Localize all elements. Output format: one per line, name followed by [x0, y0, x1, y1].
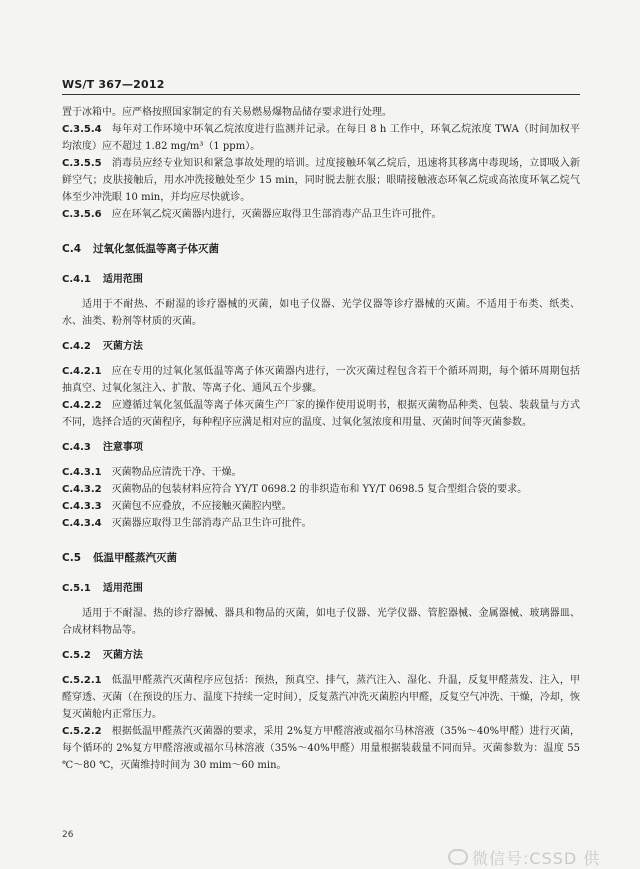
- subsection-title: 灭菌方法: [102, 650, 143, 661]
- clause-c522: [62, 723, 580, 774]
- clause-c521: [62, 672, 580, 723]
- document-body: [62, 104, 580, 774]
- clause-number: C.3.5.4: [62, 124, 102, 135]
- subsection-number: C.4.2: [62, 341, 91, 352]
- clause-number: C.5.2.1: [62, 675, 102, 686]
- subsection-number: C.4.3: [62, 442, 91, 453]
- clause-number: C.5.2.2: [62, 726, 102, 737]
- section-title: 过氧化氢低温等离子体灭菌: [93, 243, 220, 255]
- clause-text: 应在环氧乙烷灭菌器内进行，灭菌器应取得卫生部消毒产品卫生许可批件。: [111, 209, 442, 220]
- subsection-number: C.5.1: [62, 583, 91, 594]
- wechat-icon: [448, 849, 468, 865]
- clause-text: 灭菌物品应清洗干净、干燥。: [111, 467, 242, 478]
- watermark-text: 微信号:CSSD 供: [472, 849, 601, 868]
- paragraph-c354-continued: 置于冰箱中。应严格按照国家制定的有关易燃易爆物品储存要求进行处理。: [62, 107, 392, 118]
- clause-c356: [62, 206, 580, 223]
- clause-text: 消毒员应经专业知识和紧急事故处理的培训。过度接触环氧乙烷后，迅速将其移离中毒现场，立即吸入新鲜空气；皮肤接触后，用水冲洗接触处至少 15 min，同时脱去脏衣服；眼睛接触液态环氧乙烷或高浓度环氧乙烷气体至少冲洗眼 10 min，并均应尽快就诊。: [62, 158, 580, 203]
- subsection-number: C.5.2: [62, 650, 91, 661]
- section-number: C.4: [62, 243, 82, 255]
- paragraph-c51: 适用于不耐湿、热的诊疗器械、器具和物品的灭菌，如电子仪器、光学仪器、管腔器械、金属器械、玻璃器皿、合成材料物品等。: [62, 608, 580, 636]
- clause-text: 灭菌器应取得卫生部消毒产品卫生许可批件。: [111, 518, 312, 529]
- clause-c354: [62, 121, 580, 155]
- subsection-heading-c52: [62, 647, 580, 664]
- section-title: 低温甲醛蒸汽灭菌: [93, 552, 178, 564]
- section-number: C.5: [62, 552, 82, 564]
- subsection-heading-c43: [62, 439, 580, 456]
- subsection-title: 适用范围: [102, 274, 143, 285]
- clause-number: C.4.2.1: [62, 366, 102, 377]
- subsection-heading-c41: [62, 271, 580, 288]
- clause-c431: [62, 464, 580, 481]
- clause-number: C.4.3.4: [62, 518, 102, 529]
- clause-number: C.4.3.1: [62, 467, 102, 478]
- section-heading-c4: [62, 241, 580, 258]
- clause-text: 每年对工作环境中环氧乙烷浓度进行监测并记录。在每日 8 h 工作中，环氧乙烷浓度 TWA（时间加权平均浓度）应不超过 1.82 mg/m³（1 ppm）。: [62, 124, 580, 152]
- subsection-number: C.4.1: [62, 274, 91, 285]
- clause-number: C.4.3.2: [62, 484, 102, 495]
- subsection-heading-c51: [62, 580, 580, 597]
- subsection-title: 适用范围: [102, 583, 143, 594]
- clause-text: 灭菌包不应叠放，不应接触灭菌腔内壁。: [111, 501, 292, 512]
- clause-c422: [62, 397, 580, 431]
- header-rule: [62, 94, 580, 95]
- clause-number: C.4.2.2: [62, 400, 102, 411]
- clause-c433: [62, 498, 580, 515]
- subsection-title: 注意事项: [102, 442, 143, 453]
- clause-text: 应在专用的过氧化氢低温等离子体灭菌器内进行，一次灭菌过程包含若干个循环周期，每个循环周期包括抽真空、过氧化氢注入、扩散、等离子化、通风五个步骤。: [62, 366, 580, 394]
- clause-c355: [62, 155, 580, 206]
- wechat-watermark: [448, 846, 600, 869]
- clause-text: 低温甲醛蒸汽灭菌程序应包括：预热，预真空、排气，蒸汽注入、湿化、升温，反复甲醛蒸发、注入，甲醛穿透、灭菌（在预设的压力、温度下持续一定时间），反复蒸汽冲洗灭菌腔内甲醛，反复空气冲洗、干燥，冷却，恢复灭菌舱内正常压力。: [62, 675, 580, 720]
- subsection-heading-c42: [62, 338, 580, 355]
- page-number: 26: [62, 830, 74, 840]
- section-heading-c5: [62, 550, 580, 567]
- clause-c434: [62, 515, 580, 532]
- clause-number: C.4.3.3: [62, 501, 102, 512]
- clause-c432: [62, 481, 580, 498]
- clause-text: 根据低温甲醛蒸汽灭菌器的要求，采用 2%复方甲醛溶液或福尔马林溶液（35%～40%甲醛）进行灭菌，每个循环的 2%复方甲醛溶液或福尔马林溶液（35%～40%甲醛）用量根据装载量不同而异。灭菌参数为：温度 55 ℃～80 ℃，灭菌维持时间为 30 mim～60 min。: [62, 726, 580, 771]
- subsection-title: 灭菌方法: [102, 341, 143, 352]
- clause-text: 灭菌物品的包装材料应符合 YY/T 0698.2 的非织造布和 YY/T 0698.5 复合型组合袋的要求。: [111, 484, 528, 495]
- clause-c421: [62, 363, 580, 397]
- paragraph-c41: 适用于不耐热、不耐湿的诊疗器械的灭菌，如电子仪器、光学仪器等诊疗器械的灭菌。不适用于布类、纸类、水、油类、粉剂等材质的灭菌。: [62, 299, 580, 327]
- standard-header: WS/T 367—2012: [62, 78, 165, 91]
- clause-number: C.3.5.5: [62, 158, 102, 169]
- clause-number: C.3.5.6: [62, 209, 102, 220]
- clause-text: 应遵循过氧化氢低温等离子体灭菌生产厂家的操作使用说明书，根据灭菌物品种类、包装、装载量与方式不同，选择合适的灭菌程序，每种程序应满足相对应的温度、过氧化氢浓度和用量、灭菌时间等灭菌参数。: [62, 400, 580, 428]
